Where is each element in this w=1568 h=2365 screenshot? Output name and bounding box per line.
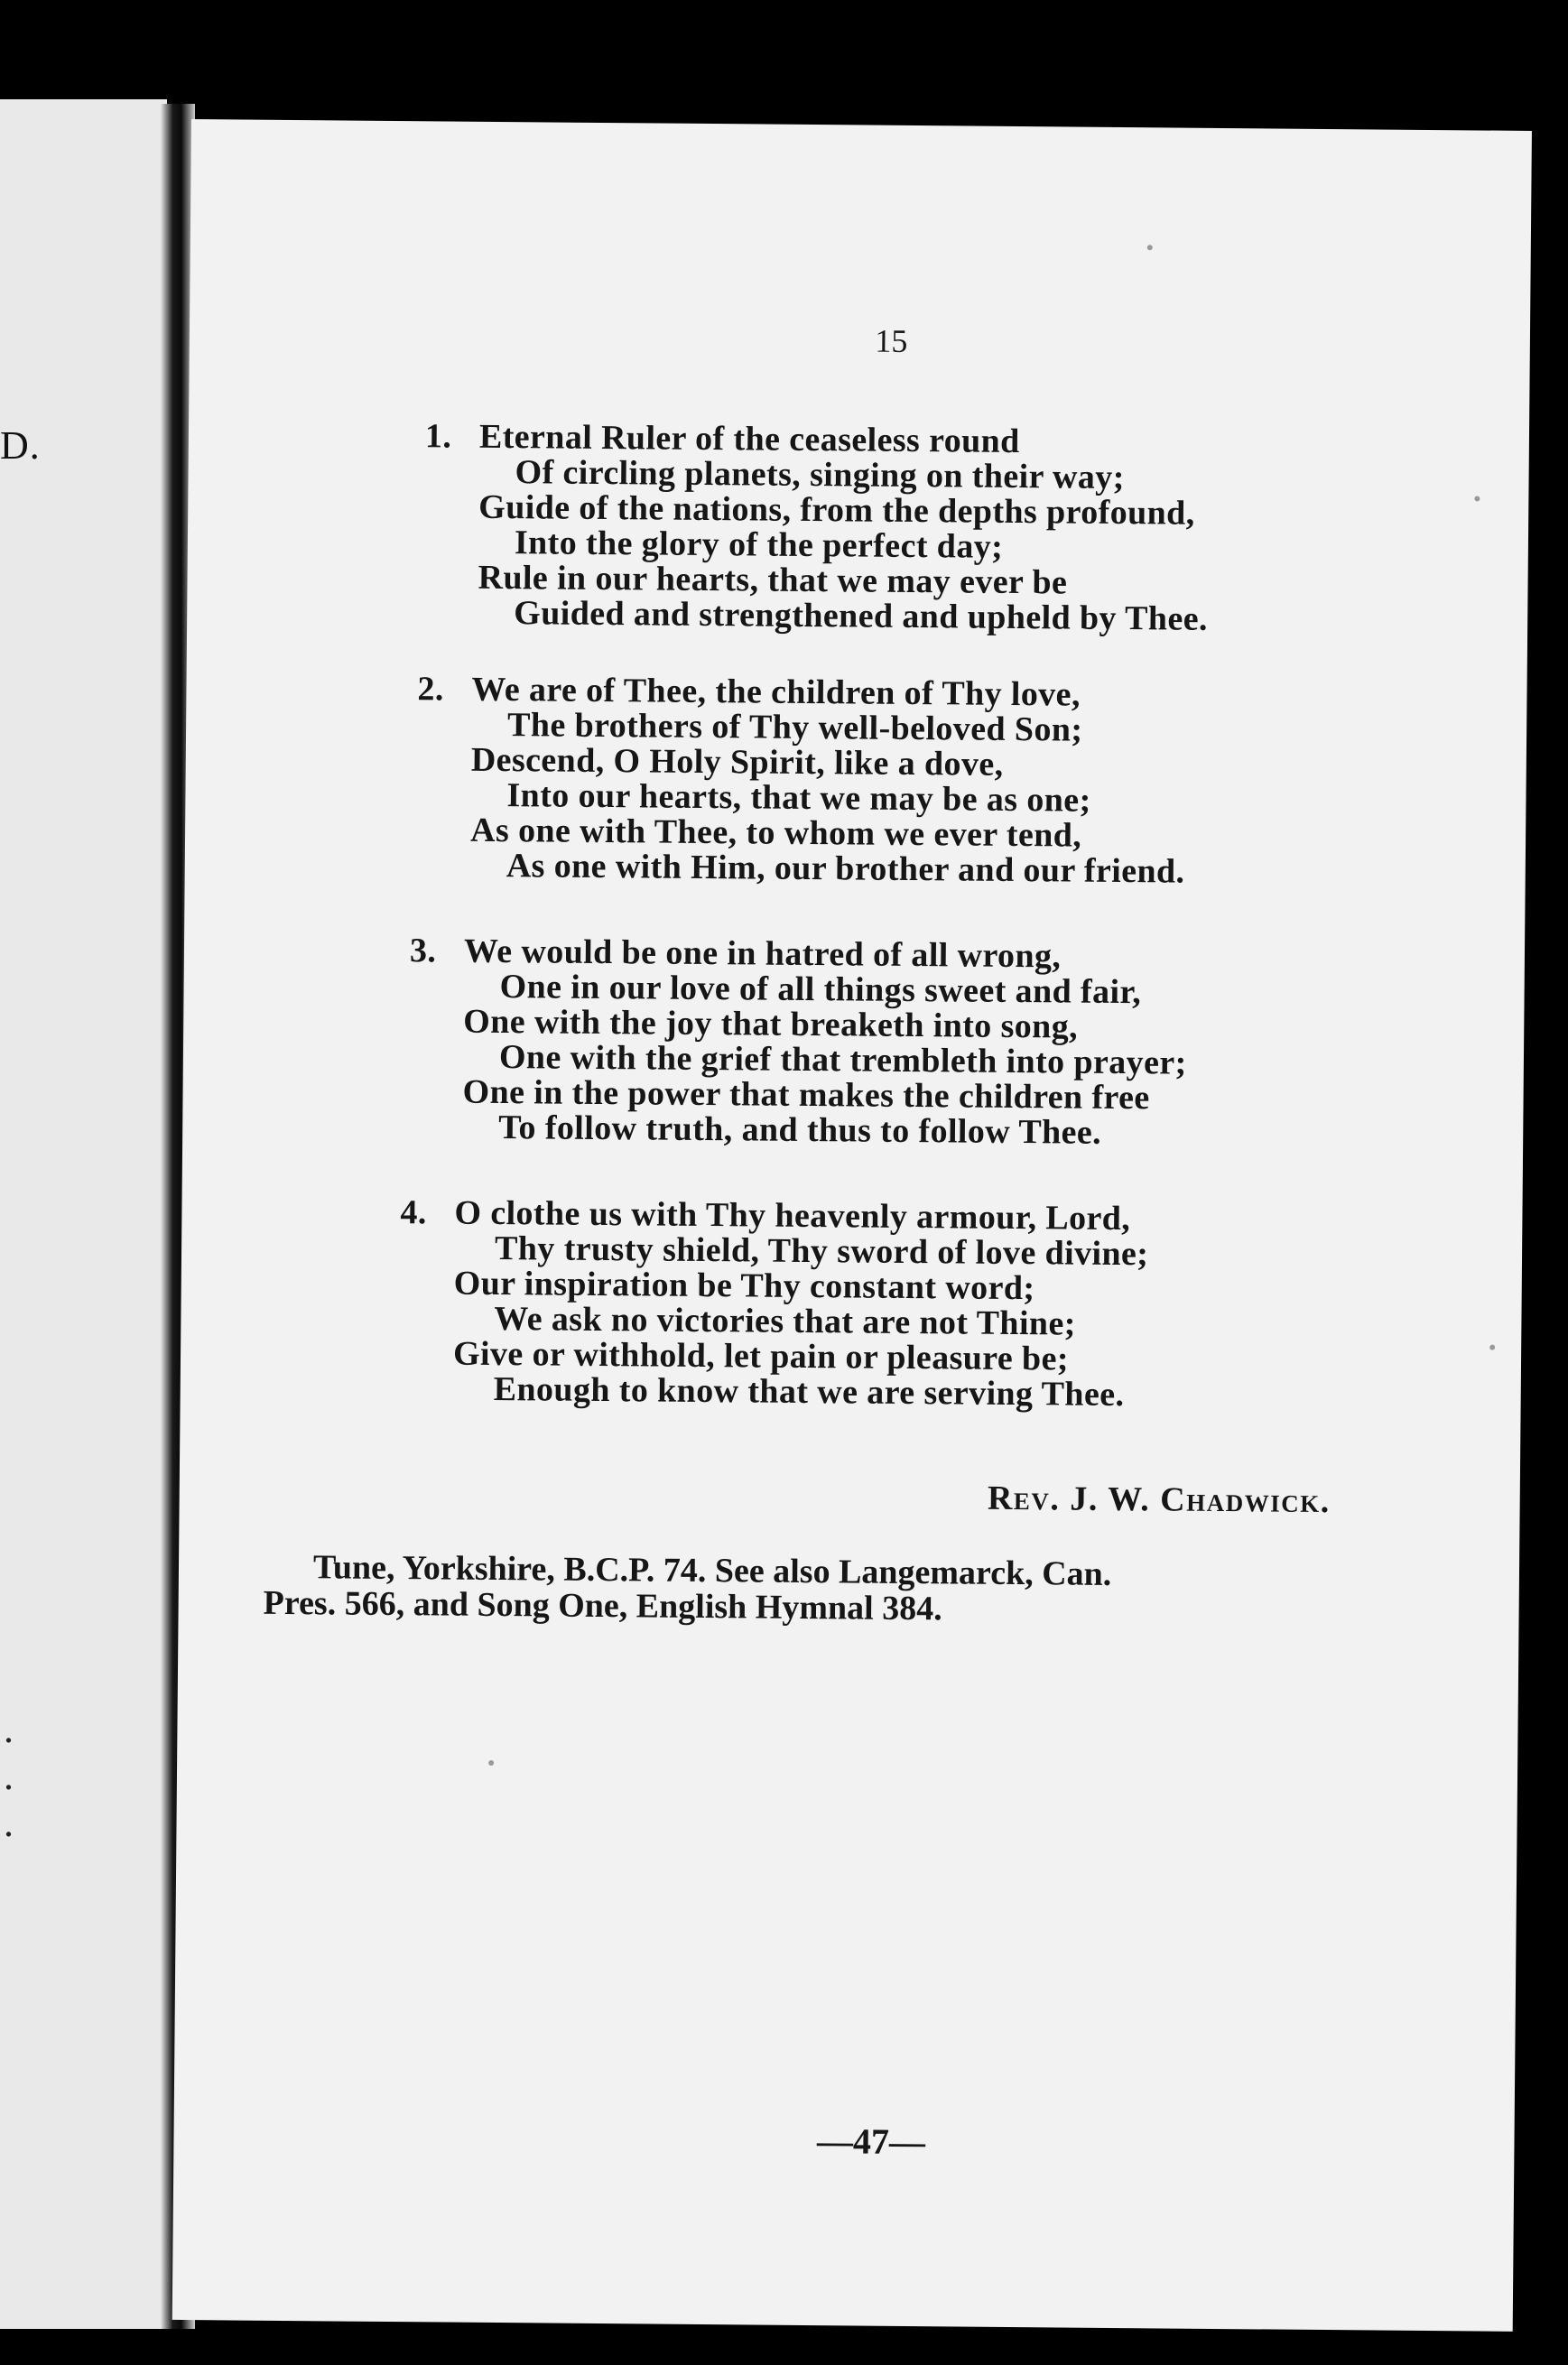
verse-line: One in the power that makes the children free bbox=[462, 1072, 1150, 1118]
stanza-3 bbox=[409, 932, 1188, 1152]
tune-note-line: Tune, Yorkshire, B.C.P. 74. See also Langemarck, Can. bbox=[312, 1548, 1112, 1593]
verse-line: Our inspiration be Thy constant word; bbox=[453, 1264, 1035, 1308]
stanza-4 bbox=[400, 1193, 1149, 1414]
page-number: —47— bbox=[816, 2120, 926, 2163]
verse-line: To follow truth, and thus to follow Thee. bbox=[498, 1108, 1102, 1152]
hymn-number: 15 bbox=[875, 322, 908, 359]
verse-line: We would be one in hatred of all wrong, bbox=[463, 932, 1062, 976]
verse-line: Of circling planets, singing on their way; bbox=[515, 453, 1125, 497]
verse-line: As one with Him, our brother and our friend. bbox=[506, 847, 1185, 891]
verse-line: As one with Thee, to whom we ever tend, bbox=[469, 811, 1082, 855]
verse-line: We are of Thee, the children of Thy love, bbox=[471, 670, 1081, 714]
hymn-author: Rev. J. W. Chadwick. bbox=[987, 1479, 1331, 1521]
verse-line: Guided and strengthened and upheld by Thee. bbox=[514, 594, 1209, 638]
verse-line: Eternal Ruler of the ceaseless round bbox=[478, 417, 1020, 461]
paper-speck bbox=[488, 1760, 494, 1766]
paper-speck bbox=[1474, 496, 1480, 501]
verse-line: One in our love of all things sweet and fair, bbox=[499, 968, 1142, 1012]
verse-line: Thy trusty shield, Thy sword of love divine; bbox=[494, 1229, 1149, 1274]
verse-line: One with the joy that breaketh into song, bbox=[463, 1002, 1079, 1046]
stanza-1 bbox=[424, 417, 1210, 638]
tune-note-line: Pres. 566, and Song One, English Hymnal 384. bbox=[263, 1583, 942, 1628]
verse-line: Guide of the nations, from the depths profound, bbox=[478, 487, 1195, 533]
verse-line: O clothe us with Thy heavenly armour, Lord, bbox=[454, 1193, 1131, 1238]
stanza-number: 4. bbox=[400, 1193, 427, 1232]
verse-line: Enough to know that we are serving Thee. bbox=[493, 1369, 1125, 1414]
hymn-page bbox=[172, 119, 1532, 2332]
verse-line: Descend, O Holy Spirit, like a dove, bbox=[470, 740, 1004, 784]
facing-page-edge-dots: . . . bbox=[4, 1707, 14, 1845]
verse-line: Give or withhold, let pain or pleasure be; bbox=[452, 1334, 1070, 1378]
verse-line: The brothers of Thy well-beloved Son; bbox=[506, 706, 1083, 749]
verse-line: Into our hearts, that we may be as one; bbox=[506, 776, 1091, 820]
stanza-number: 1. bbox=[424, 417, 452, 456]
paper-speck bbox=[1147, 245, 1153, 250]
verse-line: Rule in our hearts, that we may ever be bbox=[478, 558, 1068, 602]
verse-line: We ask no victories that are not Thine; bbox=[494, 1299, 1076, 1343]
facing-page bbox=[0, 99, 167, 2329]
tune-note bbox=[263, 1549, 1383, 1631]
facing-page-edge-text: D. bbox=[0, 423, 41, 468]
verse-line: One with the grief that trembleth into prayer; bbox=[498, 1038, 1187, 1082]
stanza-2 bbox=[417, 670, 1187, 891]
stanza-number: 3. bbox=[409, 932, 437, 970]
stanza-number: 2. bbox=[417, 670, 444, 709]
paper-speck bbox=[1489, 1345, 1495, 1350]
verse-line: Into the glory of the perfect day; bbox=[514, 524, 1004, 566]
